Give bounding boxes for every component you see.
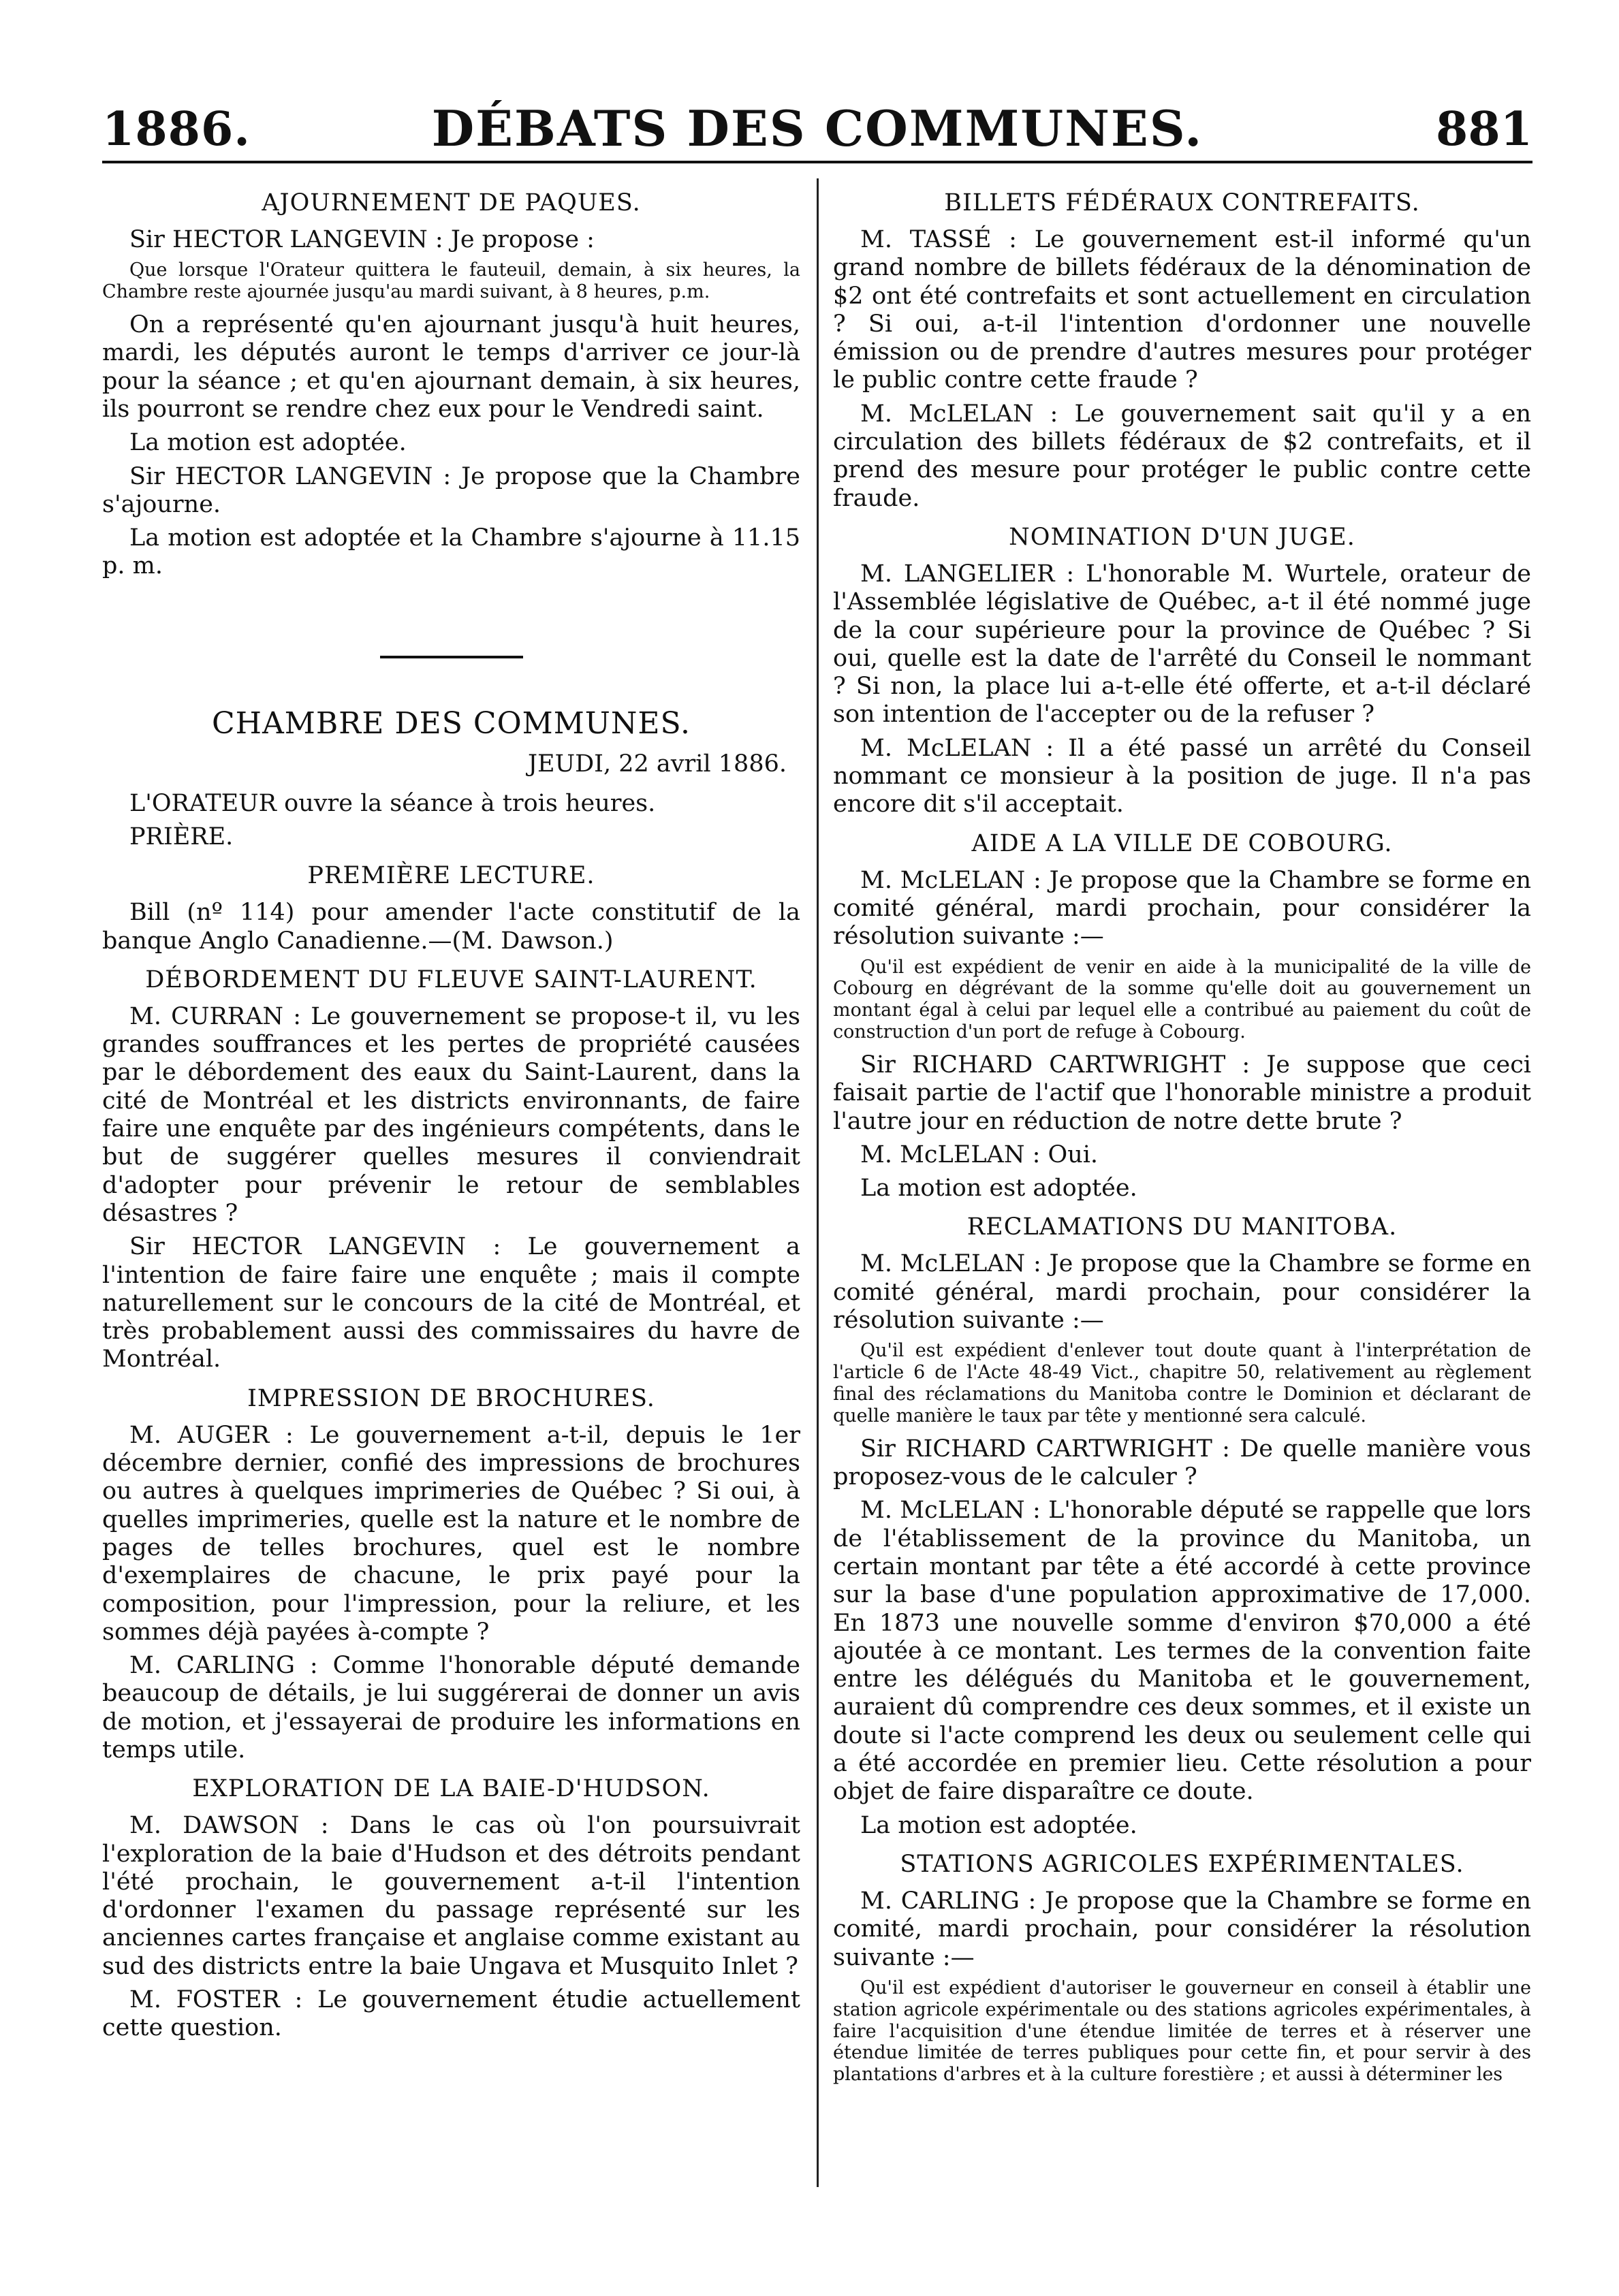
heading-debordement: DÉBORDEMENT DU FLEUVE SAINT-LAURENT.	[145, 966, 757, 993]
heading-chambre-des-communes: CHAMBRE DES COMMUNES.	[211, 705, 691, 741]
speech-auger: M. AUGER : Le gouvernement a-t-il, depuis le 1er décembre dernier, confié des impressions de brochures ou autres à quelques imprimeries de Québec ? Si oui, à quelles imprimeries, quelle est la nature et le nombre de pages de telles brochures, quel est le nombre d'exemplaires de chacune, le prix payé pour la composition, pour l'impression, pour la reliure, et les sommes déjà payées à-compte ?	[102, 1421, 800, 1646]
speech-mclelan-2: M. McLELAN : Il a été passé un arrêté du Conseil nommant ce monsieur à la position de juge. Il n'a pas encore dit s'il acceptait.	[833, 734, 1531, 818]
resolution-ajournement: Que lorsque l'Orateur quittera le fauteuil, demain, à six heures, la Chambre reste ajournée jusqu'au mardi suivant, à 8 heures, p.m.	[102, 259, 800, 303]
speech-tasse: M. TASSÉ : Le gouvernement est-il informé qu'un grand nombre de billets fédéraux de la dénomination de $2 ont été contrefaits et sont actuellement en circulation ? Si oui, a-t-il l'intention d'ordonner une nouvelle émission ou de prendre d'autres mesures pour protéger le public contre cette fraude ?	[833, 226, 1531, 394]
heading-baie-hudson: EXPLORATION DE LA BAIE-D'HUDSON.	[192, 1775, 710, 1803]
orateur-line: L'ORATEUR ouvre la séance à trois heures.	[129, 789, 656, 817]
resolution-stations: Qu'il est expédient d'autoriser le gouverneur en conseil à établir une station agricole expérimentale ou des stations agricoles expérimentales, à faire l'acquisition d'une étendue limitée de terres et à réserver une étendue limitée de terres publiques pour cette fin, et pour servir à des plantations d'arbres et à la culture forestière ; et aussi à déterminer les	[833, 1977, 1531, 2086]
speech-langelier: M. LANGELIER : L'honorable M. Wurtele, orateur de l'Assemblée législative de Québec, a-t il été nommé juge de la cour supérieure pour la province de Québec ? Si oui, quelle est la date de l'arrêté du Conseil le nommant ? Si non, la place lui a-t-elle été offerte, et a-t-il déclaré son intention de l'accepter ou de la refuser ?	[833, 560, 1531, 729]
priere-line: PRIÈRE.	[129, 823, 234, 850]
right-column	[833, 178, 1531, 2221]
sitting-date: JEUDI, 22 avril 1886.	[528, 750, 787, 778]
resolution-cobourg: Qu'il est expédient de venir en aide à la municipalité de la ville de Cobourg en dégrévant de la somme qu'elle doit au gouvernement un montant égal à celui par lequel elle a contribué au paiement du coût de construction d'un port de refuge à Cobourg.	[833, 956, 1531, 1043]
speech-langevin-3: Sir HECTOR LANGEVIN : Le gouvernement a l'intention de faire faire une enquête ; mais il compte naturellement sur le concours de la cité de Montréal, et très probablement aussi des commissaires du havre de Montréal.	[102, 1233, 800, 1373]
page-header	[102, 89, 1532, 163]
column-divider	[817, 178, 819, 2187]
speech-cartwright-2: Sir RICHARD CARTWRIGHT : De quelle manière vous proposez-vous de le calculer ?	[833, 1435, 1531, 1491]
paragraph-ajournement: On a représenté qu'en ajournant jusqu'à huit heures, mardi, les députés auront le temps d'arriver ce jour-là pour la séance ; et qu'en ajournant demain, à six heures, ils pourront se rendre chez eux pour le Vendredi saint.	[102, 311, 800, 423]
speech-dawson: M. DAWSON : Dans le cas où l'on poursuivrait l'exploration de la baie d'Hudson et des détroits pendant l'été prochain, le gouvernement a-t-il l'intention d'ordonner l'examen du passage représenté sur les anciennes cartes française et anglaise comme existant au sud des districts entre la baie Ungava et Musquito Inlet ?	[102, 1812, 800, 1980]
heading-cobourg: AIDE A LA VILLE DE COBOURG.	[971, 829, 1393, 857]
speech-langevin-1: Sir HECTOR LANGEVIN : Je propose :	[129, 226, 595, 253]
speech-curran: M. CURRAN : Le gouvernement se propose-t il, vu les grandes souffrances et les pertes de propriété causées par le débordement des eaux du Saint-Laurent, dans la cité de Montréal et les districts environnants, de faire faire une enquête par des ingénieurs compétents, dans le but de suggérer quelles mesures il conviendrait d'adopter pour prévenir le retour de semblables désastres ?	[102, 1002, 800, 1227]
bill-114: Bill (nº 114) pour amender l'acte constitutif de la banque Anglo Canadienne.—(M. Dawson.)	[102, 899, 800, 955]
motion-adopted-3: La motion est adoptée.	[860, 1175, 1137, 1202]
speech-mclelan-6: M. McLELAN : L'honorable député se rappelle que lors de l'établissement de la province du Manitoba, un certain montant par tête a été accordé à cette province sur la base d'une population approximative de 17,000. En 1873 une nouvelle somme d'environ $70,000 a été ajoutée à ce montant. Les termes de la convention faite entre les délégués du Manitoba et le gouvernement, auraient dû comprendre ces deux sommes, et il existe un doute si l'acte comprend les deux ou seulement celle qui a été accordée en premier lieu. Cette résolution a pour objet de faire disparaître ce doute.	[833, 1497, 1531, 1806]
speech-mclelan-4: M. McLELAN : Oui.	[860, 1141, 1099, 1168]
heading-impression-brochures: IMPRESSION DE BROCHURES.	[247, 1384, 655, 1412]
heading-nomination-juge: NOMINATION D'UN JUGE.	[1009, 523, 1355, 551]
header-year: 1886.	[102, 102, 251, 157]
resolution-manitoba: Qu'il est expédient d'enlever tout doute quant à l'interprétation de l'article 6 de l'Acte 48-49 Vict., chapitre 50, relativement au règlement final des réclamations du Manitoba contre le Dominion et déclarant de quelle manière le taux par tête y mentionné sera calculé.	[833, 1340, 1531, 1426]
section-separator	[380, 656, 523, 658]
heading-billets-federaux: BILLETS FÉDÉRAUX CONTREFAITS.	[944, 189, 1420, 217]
speech-cartwright-1: Sir RICHARD CARTWRIGHT : Je suppose que ceci faisait partie de l'actif que l'honorable ministre a produit l'autre jour en réduction de notre dette brute ?	[833, 1051, 1531, 1135]
speech-mclelan-3: M. McLELAN : Je propose que la Chambre se forme en comité général, mardi prochain, pour considérer la résolution suivante :—	[833, 866, 1531, 951]
speech-carling-1: M. CARLING : Comme l'honorable député demande beaucoup de détails, je lui suggérerai de donner un avis de motion, et j'essayerai de produire les informations en temps utile.	[102, 1652, 800, 1764]
motion-adopted-4: La motion est adoptée.	[860, 1811, 1137, 1839]
speech-langevin-2: Sir HECTOR LANGEVIN : Je propose que la Chambre s'ajourne.	[102, 462, 800, 518]
speech-carling-2: M. CARLING : Je propose que la Chambre se forme en comité, mardi prochain, pour considérer la résolution suivante :—	[833, 1887, 1531, 1971]
motion-adopted-2: La motion est adoptée et la Chambre s'ajourne à 11.15 p. m.	[102, 524, 800, 580]
heading-stations-agricoles: STATIONS AGRICOLES EXPÉRIMENTALES.	[900, 1850, 1464, 1878]
left-column	[102, 178, 800, 2221]
heading-ajournement-paques: AJOURNEMENT DE PAQUES.	[262, 189, 641, 217]
header-title: DÉBATS DES COMMUNES.	[431, 99, 1204, 157]
heading-premiere-lecture: PREMIÈRE LECTURE.	[307, 862, 595, 890]
page-number: 881	[1436, 102, 1532, 157]
heading-manitoba: RECLAMATIONS DU MANITOBA.	[966, 1213, 1398, 1241]
speech-mclelan-1: M. McLELAN : Le gouvernement sait qu'il y a en circulation des billets fédéraux de $2 contrefaits, et il prend des mesure pour protéger le public contre cette fraude.	[833, 400, 1531, 512]
speech-mclelan-5: M. McLELAN : Je propose que la Chambre se forme en comité général, mardi prochain, pour considérer la résolution suivante :—	[833, 1250, 1531, 1335]
motion-adopted-1: La motion est adoptée.	[129, 429, 407, 457]
speech-foster: M. FOSTER : Le gouvernement étudie actuellement cette question.	[102, 1986, 800, 2042]
